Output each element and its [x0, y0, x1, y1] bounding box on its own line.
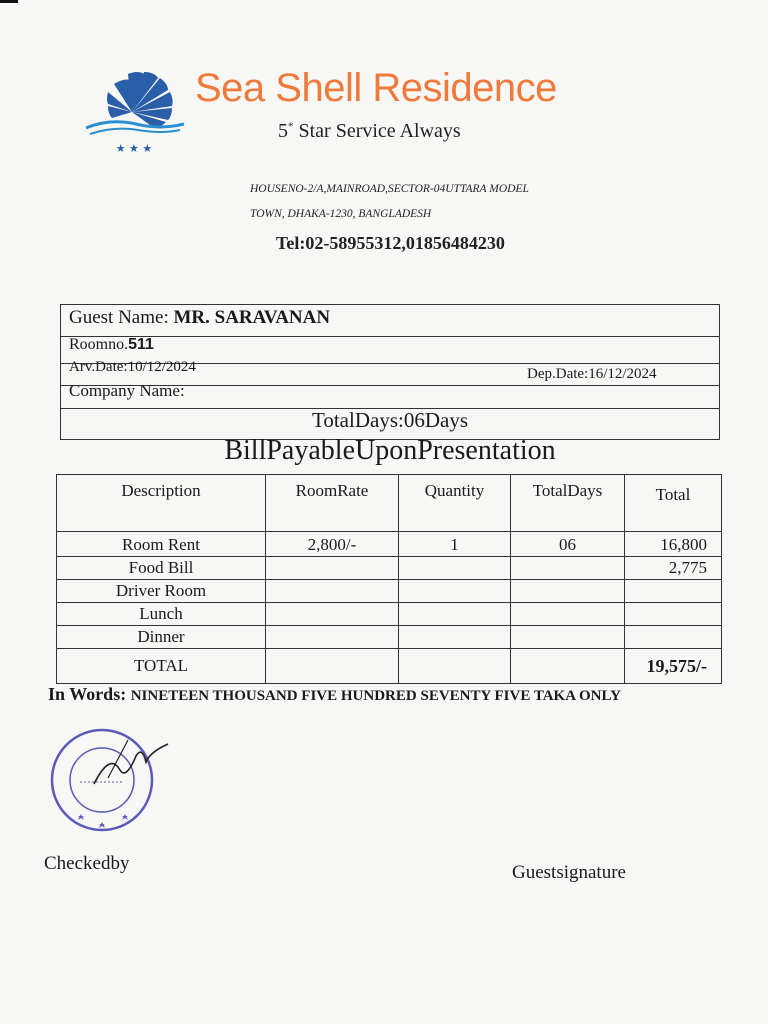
cell-rate: [266, 580, 399, 603]
cell-days: [511, 649, 625, 684]
cell-grand-total: 19,575/-: [625, 649, 722, 684]
cell-days: [511, 603, 625, 626]
total-days: TotalDays:06Days: [311, 408, 468, 432]
table-total-row: [57, 649, 722, 684]
cell-quantity: 1: [399, 532, 511, 557]
seashell-logo-icon: [80, 58, 188, 158]
telephone: Tel:02-58955312,01856484230: [276, 233, 505, 253]
brand-name: Sea Shell Residence: [195, 66, 557, 110]
cell-quantity: [399, 649, 511, 684]
room-number-row: [69, 336, 154, 354]
cell-rate: 2,800/-: [266, 532, 399, 557]
company-stamp-icon: [50, 722, 176, 834]
departure-date: Dep.Date:16/12/2024: [527, 366, 657, 382]
table-row: [57, 603, 722, 626]
guest-name-row: [69, 307, 330, 329]
table-row: [57, 557, 722, 580]
cell-description: TOTAL: [57, 649, 266, 684]
cell-description: Food Bill: [57, 557, 266, 580]
table-row: [57, 532, 722, 557]
cell-description: Dinner: [57, 626, 266, 649]
bill-title: BillPayableUponPresentation: [224, 435, 556, 466]
header-room-rate: RoomRate: [266, 475, 399, 532]
in-words-label: In Words:: [48, 684, 131, 704]
cell-total: [625, 626, 722, 649]
cell-description: Driver Room: [57, 580, 266, 603]
address-line-1: HOUSENO-2/A,MAINROAD,SECTOR-04UTTARA MODEL: [250, 183, 529, 195]
cell-rate: [266, 649, 399, 684]
tagline: [278, 120, 461, 143]
room-number-value: 511: [128, 336, 154, 353]
cell-total: 2,775: [625, 557, 722, 580]
bill-table: [56, 474, 722, 684]
cell-rate: [266, 626, 399, 649]
cell-total: [625, 603, 722, 626]
table-header-row: [57, 475, 722, 532]
company-name-label: Company Name:: [69, 381, 185, 400]
cell-days: [511, 580, 625, 603]
cell-rate: [266, 557, 399, 580]
tagline-number: 5: [278, 120, 288, 142]
cell-days: [511, 626, 625, 649]
cell-days: [511, 557, 625, 580]
cell-total: 16,800: [625, 532, 722, 557]
cell-quantity: [399, 557, 511, 580]
logo-stars: ★ ★ ★: [115, 142, 153, 155]
cell-description: Lunch: [57, 603, 266, 626]
scan-corner-mark: [0, 0, 18, 3]
cell-description: Room Rent: [57, 532, 266, 557]
cell-quantity: [399, 603, 511, 626]
guest-name-label: Guest Name:: [69, 307, 174, 328]
address-line-2: TOWN, DHAKA-1230, BANGLADESH: [250, 208, 432, 220]
cell-rate: [266, 603, 399, 626]
cell-quantity: [399, 626, 511, 649]
guest-signature-label: Guestsignature: [512, 862, 626, 883]
header-total: Total: [625, 475, 722, 532]
arrival-date: Arv.Date:10/12/2024: [69, 359, 196, 375]
in-words-value: NINETEEN THOUSAND FIVE HUNDRED SEVENTY FIVE TAKA ONLY: [130, 688, 621, 704]
checked-by-label: Checkedby: [44, 853, 130, 874]
header-description: Description: [57, 475, 266, 532]
table-row: [57, 580, 722, 603]
header-total-days: TotalDays: [511, 475, 625, 532]
room-number-label: Roomno.: [69, 336, 129, 353]
guest-info-box: [60, 304, 720, 440]
table-row: [57, 626, 722, 649]
cell-days: 06: [511, 532, 625, 557]
header-quantity: Quantity: [399, 475, 511, 532]
cell-quantity: [399, 580, 511, 603]
cell-total: [625, 580, 722, 603]
amount-in-words: [48, 684, 621, 705]
tagline-star: *: [288, 120, 294, 133]
tagline-text: Star Service Always: [293, 120, 461, 142]
guest-name-value: MR. SARAVANAN: [173, 307, 331, 328]
